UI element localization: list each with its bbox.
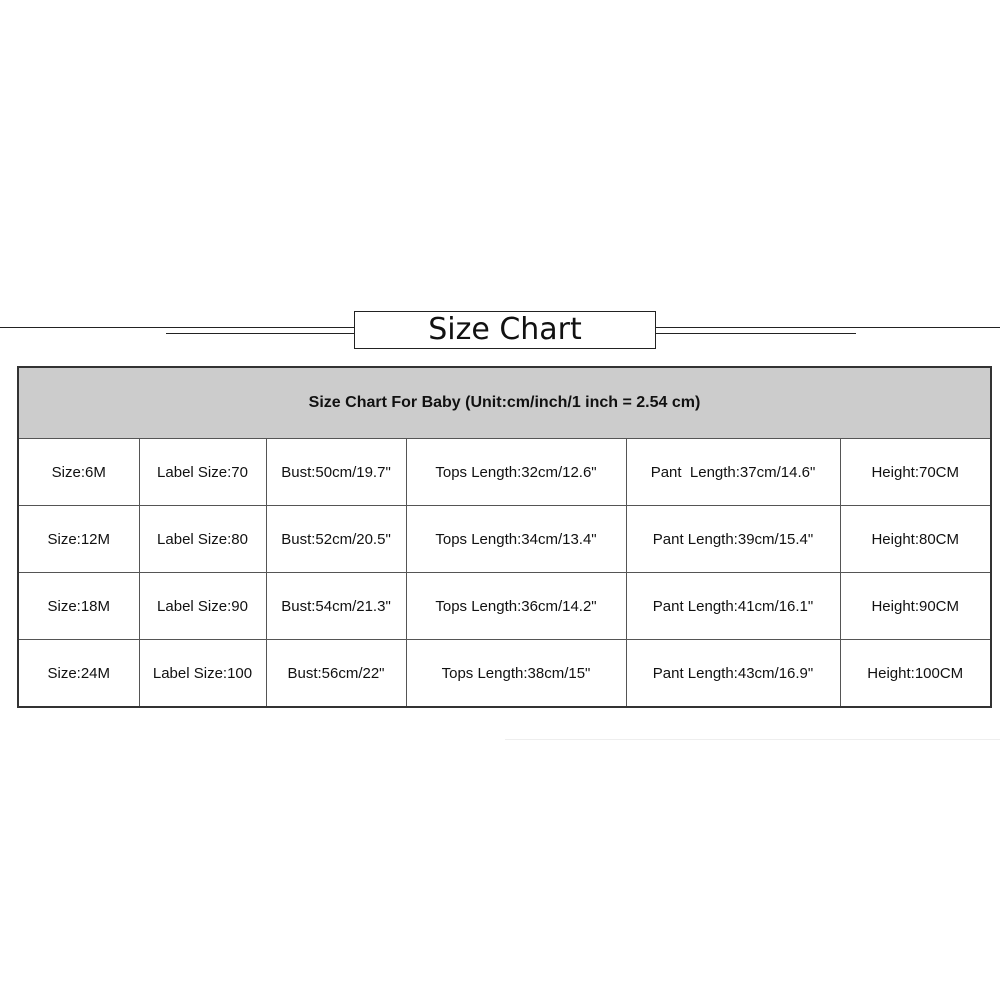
table-header: Size Chart For Baby (Unit:cm/inch/1 inch = 2.54 cm): [18, 367, 991, 439]
table-row: [18, 439, 991, 506]
title-divider-left: [166, 333, 356, 334]
faint-divider: [505, 739, 1000, 740]
height-cell: Height:90CM: [840, 573, 991, 640]
title-banner: [354, 311, 656, 349]
label-size-cell: Label Size:70: [139, 439, 266, 506]
size-cell: Size:12M: [18, 506, 139, 573]
tops-length-cell: Tops Length:34cm/13.4": [406, 506, 626, 573]
pant-length-cell: Pant Length:37cm/14.6": [626, 439, 840, 506]
size-cell: Size:24M: [18, 640, 139, 708]
table-row: [18, 573, 991, 640]
table-row: [18, 506, 991, 573]
size-cell: Size:6M: [18, 439, 139, 506]
tops-length-cell: Tops Length:38cm/15": [406, 640, 626, 708]
page-title: Size Chart: [428, 312, 582, 347]
pant-length-cell: Pant Length:39cm/15.4": [626, 506, 840, 573]
bust-cell: Bust:54cm/21.3": [266, 573, 406, 640]
size-cell: Size:18M: [18, 573, 139, 640]
title-divider-right: [654, 333, 856, 334]
tops-length-cell: Tops Length:32cm/12.6": [406, 439, 626, 506]
size-chart-table: [17, 366, 992, 708]
bust-cell: Bust:50cm/19.7": [266, 439, 406, 506]
pant-length-cell: Pant Length:43cm/16.9": [626, 640, 840, 708]
table-header-row: [18, 367, 991, 439]
height-cell: Height:80CM: [840, 506, 991, 573]
pant-length-cell: Pant Length:41cm/16.1": [626, 573, 840, 640]
tops-length-cell: Tops Length:36cm/14.2": [406, 573, 626, 640]
table-row: [18, 640, 991, 708]
label-size-cell: Label Size:100: [139, 640, 266, 708]
bust-cell: Bust:56cm/22": [266, 640, 406, 708]
label-size-cell: Label Size:80: [139, 506, 266, 573]
height-cell: Height:70CM: [840, 439, 991, 506]
bust-cell: Bust:52cm/20.5": [266, 506, 406, 573]
height-cell: Height:100CM: [840, 640, 991, 708]
label-size-cell: Label Size:90: [139, 573, 266, 640]
